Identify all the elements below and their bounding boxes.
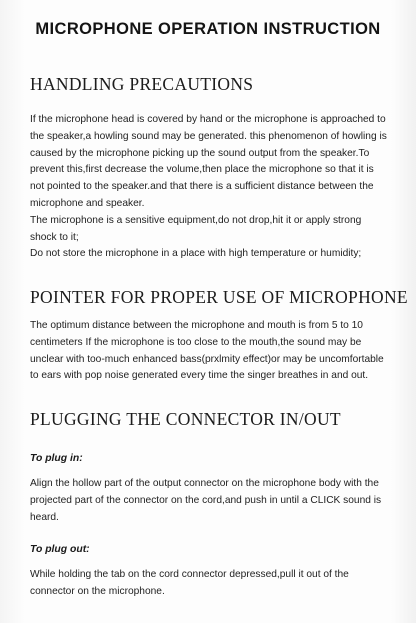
- plug-in-text: Align the hollow part of the output connector on the microphone body with the projected part of the connector on the cord,and push in until a CLICK sound is heard.: [30, 478, 382, 523]
- handling-line-storage: Do not store the microphone in a place with high temperature or humidity;: [30, 248, 362, 260]
- handling-line-drop: The microphone is a sensitive equipment,do not drop,hit it or apply strong shock to it;: [30, 214, 362, 243]
- plug-out-label: To plug out:: [30, 544, 90, 555]
- handling-paragraph: [30, 112, 390, 263]
- plug-in-label: To plug in:: [30, 453, 83, 464]
- handling-main-text: If the microphone head is covered by hand or the microphone is approached to the speaker,a howling sound may be generated. this phenomenon of howling is caused by the microphone picking up the sound output from the speaker.To prevent this,first decrease the volume,then place the microphone so that it is not pointed to the speaker.and that there is a sufficient distance between the microphone and speaker.: [30, 114, 387, 209]
- section-heading-pointer: POINTER FOR PROPER USE OF MICROPHONE: [30, 287, 408, 307]
- section-heading-plugging: PLUGGING THE CONNECTOR IN/OUT: [30, 409, 341, 429]
- page-title: MICROPHONE OPERATION INSTRUCTION: [35, 20, 381, 38]
- plug-out-text: While holding the tab on the cord connector depressed,pull it out of the connector on the microphone.: [30, 569, 349, 597]
- section-heading-handling: HANDLING PRECAUTIONS: [30, 74, 254, 94]
- pointer-paragraph: The optimum distance between the microphone and mouth is from 5 to 10 centimeters If the microphone is too close to the mouth,the sound may be unclear with too-much enhanced bass(prxlmity effect)or may be uncomfortable to ears with pop noise generated every time the singer breathes in and out.: [30, 320, 384, 382]
